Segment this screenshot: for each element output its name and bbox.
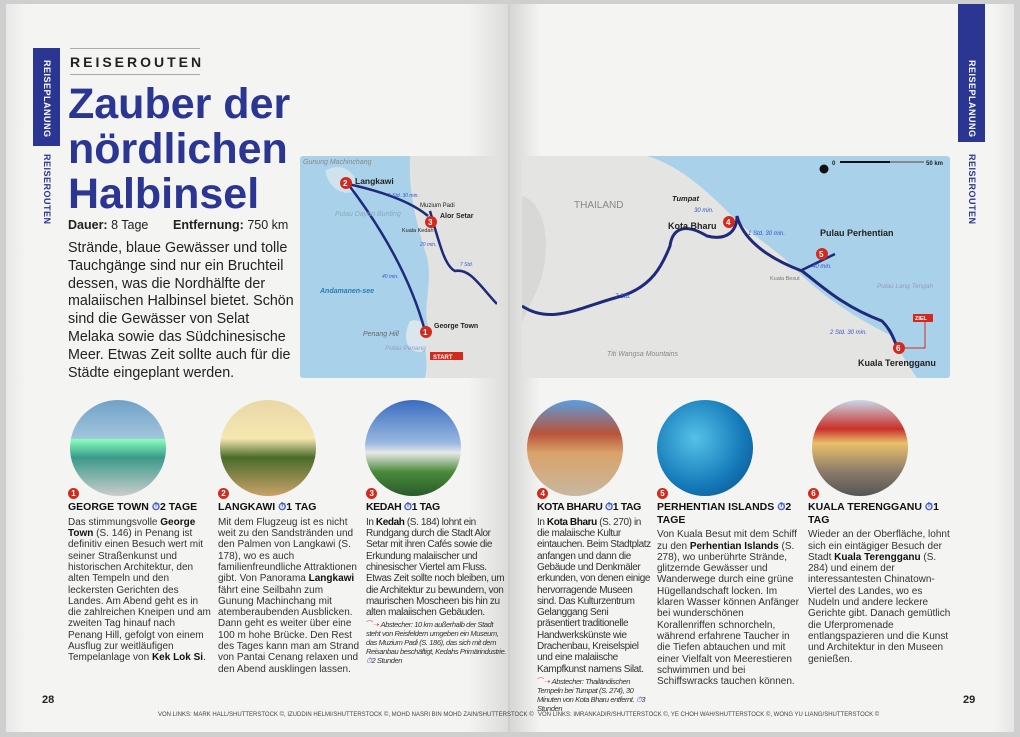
- map-label: 7 Std.: [615, 294, 631, 300]
- map-label: THAILAND: [574, 200, 624, 211]
- section-tab-label-right: REISEPLANUNG: [967, 60, 977, 138]
- map-label: 2 Std. 30 min.: [830, 330, 868, 336]
- stopwatch-icon: ⏱: [924, 501, 934, 514]
- stop-number: 6: [808, 488, 819, 499]
- stop-column: [366, 488, 508, 665]
- duration-value: 8 Tage: [111, 218, 149, 232]
- stop-description: [218, 517, 360, 675]
- map-label: Kuala Besut: [770, 276, 800, 282]
- text-segment: Kota Bharu: [546, 516, 597, 528]
- stop-photo: [657, 400, 753, 496]
- text-segment: Perhentian Islands: [689, 540, 779, 552]
- map-label: Tumpat: [672, 194, 699, 203]
- text-segment: In: [537, 516, 547, 528]
- text-segment: (S. 270) in die malaiische Kultur eintauchen. Beim Stadtplatz anfangen und dann die Gebäude und Denkmäler erkunden, von denen einige hervorragende Museen sind. Das Kulturzentrum Gelanggang Seni präsentiert traditionelle Handwerkskünste wie Drachenbau, Kreiselspiel und eine malaiische Kampfkunst namens Silat.: [537, 516, 651, 675]
- map-label: 40 min.: [382, 274, 399, 280]
- scale-start: 0: [832, 161, 836, 167]
- subsection-label: REISEROUTEN: [42, 154, 52, 225]
- map-label: Pulau Penang: [385, 345, 426, 352]
- photo-credit-right: VON LINKS: IMRANKADIR/SHUTTERSTOCK ©, YE CHOH WAH/SHUTTERSTOCK ©, WONG YU LIANG/SHUTTERSTOCK ©: [538, 712, 880, 718]
- page-number-right: 29: [963, 694, 976, 706]
- map-label: Pulau Lang Tengah: [877, 283, 934, 290]
- map-label: Alor Setar: [440, 213, 474, 220]
- svg-text:4: 4: [726, 218, 731, 227]
- stop-number: 5: [657, 488, 668, 499]
- stop-name: LANGKAWI: [218, 501, 276, 514]
- map-label: 1 Std. 30 min.: [748, 231, 786, 237]
- text-segment: Von Kuala Besut mit dem Schiff zu den: [657, 529, 797, 552]
- stop-column: [68, 488, 212, 664]
- stop-duration: 1 TAG: [286, 501, 317, 514]
- svg-text:5: 5: [819, 250, 824, 259]
- detour-duration: 3 Stunden: [537, 694, 646, 713]
- stop-duration: 2 TAGE: [657, 501, 792, 526]
- page-number-left: 28: [42, 694, 55, 706]
- map-label: Andamanen-see: [320, 288, 375, 295]
- map-label: Muzium Padi: [420, 203, 455, 209]
- stop-duration: 1 TAG: [808, 501, 939, 526]
- stopwatch-icon: ⏱: [366, 656, 372, 666]
- detour-note: [537, 677, 653, 713]
- svg-text:3: 3: [428, 218, 433, 227]
- text-segment: (S. 278), wo unberührte Strände, glitzernde Gewässer und Wanderwege durch eine grüne Hügellandschaft locken. Im klaren Wasser können Anfänger bei wunderschönen Korallenriffen schnorcheln, während erfahrene Taucher in die Tiefen abtauchen und mit einer Vielfalt von Meerestieren schwimmen und bei Schiffswracks tauchen können.: [657, 540, 799, 688]
- stop-name: KUALA TERENGGANU: [808, 501, 922, 514]
- stopwatch-icon: ⏱: [278, 501, 287, 514]
- title-line: Halbinsel: [68, 170, 260, 218]
- stop-number: 2: [218, 488, 229, 499]
- stopwatch-icon: ⏱: [777, 501, 786, 514]
- detour-note: [366, 620, 508, 665]
- stop-description: [537, 517, 653, 675]
- map-label: Langkawi: [355, 176, 394, 186]
- stop-number: 4: [537, 488, 548, 499]
- stop-heading: [808, 501, 954, 526]
- detour-icon: ⌒➝: [366, 620, 381, 630]
- text-segment: (S. 146) in Penang ist definitiv einen Besuch wert mit seiner Straßenkunst und historischen Architektur, den alten Tempeln und den leckersten Gerichten des Landes. Am Abend geht es in die zahlreichen Kneipen und am zweiten Tag hinauf nach Penang Hill, gefolgt von einem Ausflug zur weitläufigen Tempelanlage von: [68, 528, 211, 664]
- stop-photo: [220, 400, 316, 496]
- duration-label: Dauer:: [68, 218, 108, 232]
- duration: [68, 218, 148, 232]
- map-label: Titi Wangsa Mountains: [607, 351, 679, 358]
- distance-label: Entfernung:: [173, 218, 244, 232]
- map-label: 40 min.: [812, 264, 832, 270]
- stop-duration: 2 TAGE: [160, 501, 198, 514]
- stop-heading: [68, 501, 212, 514]
- text-segment: (S. 184) lohnt ein Rundgang durch die Stadt Alor Setar mit ihren Cafés sowie die Erkundung malaiischer und chinesischer Viertel am Fluss. Etwas Zeit sollte noch bleiben, um die Architektur zu bewundern, von maurischen Moscheen bis hin zu alten malaiischen Gebäuden.: [366, 516, 505, 619]
- stop-column: [537, 488, 653, 713]
- scale-end: 50 km: [926, 161, 944, 167]
- text-segment: George Town: [68, 516, 196, 540]
- stop-number: 3: [366, 488, 377, 499]
- map-label: Gunung Machinchang: [303, 159, 372, 166]
- map-label: George Town: [434, 323, 479, 330]
- stop-column: [808, 488, 954, 665]
- section-tab-label: REISEPLANUNG: [42, 60, 52, 138]
- subsection-label-right: REISEROUTEN: [967, 154, 977, 225]
- stop-description: [657, 529, 803, 687]
- text-segment: Kuala Terengganu: [834, 551, 921, 563]
- intro-text: Strände, blaue Gewässer und tolle Tauchgänge sind nur ein Bruchteil dessen, was die Nordhälfte der malaiischen Halbinsel bietet. Schön sind die Gewässer von Selat Melaka sowie das Südchinesische Meer. Etwas Zeit sollte auch für die Städte eingeplant werden.: [68, 240, 294, 381]
- stopwatch-icon: ⏱: [604, 501, 613, 514]
- stop-heading: [366, 501, 508, 514]
- stop-description: [366, 517, 508, 619]
- stopwatch-icon: ⏱: [635, 694, 642, 704]
- map-label: 20 min.: [420, 242, 437, 248]
- text-segment: fährt eine Seilbahn zum Gunung Machinchang mit atemberaubenden Ausblicken. Dann geht es weiter über eine 100 m hohe Brücke. Den Rest des Tages kann man am Strand von Pantai Cenang relaxen und den Abend ausklingen lassen.: [218, 584, 360, 675]
- detour-text: Abstecher: 10 km außerhalb der Stadt steht von Reisfeldern umgeben ein Museum, das Muzium Padi (S. 186), das sich mit dem Reisanbau beschäftigt, Kedahs Primärindustrie.: [366, 620, 507, 657]
- map-label: Kuala Terengganu: [858, 358, 936, 368]
- stop-name: PERHENTIAN ISLANDS: [657, 501, 775, 514]
- map-label: START: [433, 355, 453, 361]
- title-line: Zauber der: [68, 80, 291, 128]
- map-label: Pulau Dayan Bunting: [335, 211, 401, 218]
- stop-name: KOTA BHARU: [537, 501, 603, 514]
- text-segment: .: [203, 652, 206, 664]
- stop-description: [808, 529, 954, 665]
- stop-photo: [70, 400, 166, 496]
- stop-name: GEORGE TOWN: [68, 501, 149, 514]
- text-segment: Kek Lok Si: [151, 652, 204, 664]
- stop-description: [68, 517, 212, 664]
- text-segment: In: [366, 516, 376, 528]
- map-label: 1 Std. 30 min.: [388, 193, 419, 199]
- map-label: Penang Hill: [363, 331, 399, 338]
- page-title: [68, 82, 308, 217]
- distance-value: 750 km: [247, 218, 289, 232]
- map-label: Kota Bharu: [668, 221, 717, 231]
- detour-icon: ⌒➝: [537, 676, 552, 686]
- svg-text:1: 1: [423, 328, 428, 337]
- stop-duration: 1 TAG: [612, 501, 641, 514]
- stop-photo: [365, 400, 461, 496]
- stopwatch-icon: ⏱: [151, 501, 161, 514]
- stop-photo: [812, 400, 908, 496]
- stop-column: [657, 488, 803, 687]
- map-label: ZIEL: [915, 316, 927, 322]
- stop-photo: [527, 400, 623, 496]
- detour-text: Abstecher: Thailändischen Tempeln bei Tumpat (S. 274), 30 Minuten von Kota Bharu entfernt.: [537, 676, 635, 704]
- title-line: nördlichen: [68, 125, 288, 173]
- stop-name: KEDAH: [366, 501, 402, 514]
- text-segment: (S. 284) und einem der interessantesten Chinatown-Viertel des Landes, wo es Nudeln und andere leckere Gerichte gibt. Danach gemütlich die Uferpromenade entlangspazieren und die Kunst und Architektur in den Museen genießen.: [808, 551, 951, 665]
- text-segment: Kedah: [375, 516, 405, 528]
- route-map-north-west: [300, 156, 497, 378]
- stop-duration: 1 TAG: [411, 501, 440, 514]
- photo-credit-left: VON LINKS: MARK HALL/SHUTTERSTOCK ©, IZUDDIN HELMI/SHUTTERSTOCK ©, MOHD NASRI BIN MOHD ZAIN/SHUTTERSTOCK ©: [158, 712, 534, 718]
- distance: [173, 218, 288, 232]
- stop-heading: [218, 501, 360, 514]
- stop-heading: [537, 501, 653, 514]
- svg-text:2: 2: [343, 179, 348, 188]
- text-segment: Das stimmungsvolle: [68, 516, 161, 528]
- map-label: Pulau Perhentian: [820, 228, 894, 238]
- route-map-north-east: [522, 156, 950, 378]
- map-label: Kuala Kedah: [402, 228, 434, 234]
- text-segment: Wieder an der Oberfläche, lohnt sich ein eintägiger Besuch der Stadt: [808, 529, 950, 563]
- map-label: 30 min.: [694, 208, 714, 214]
- svg-text:6: 6: [896, 344, 901, 353]
- detour-duration: 2 Stunden: [371, 656, 403, 666]
- stopwatch-icon: ⏱: [403, 501, 412, 514]
- map-label: 7 Std.: [460, 262, 474, 268]
- stop-column: [218, 488, 360, 675]
- kicker: REISEROUTEN: [70, 48, 200, 75]
- text-segment: Langkawi: [308, 573, 355, 585]
- stop-heading: [657, 501, 803, 526]
- text-segment: Mit dem Flugzeug ist es nicht weit zu den Sandstränden und den Palmen von Langkawi (S. 178), wo es auch familienfreundliche Attraktionen gibt. Von Panorama: [218, 516, 357, 585]
- stop-number: 1: [68, 488, 79, 499]
